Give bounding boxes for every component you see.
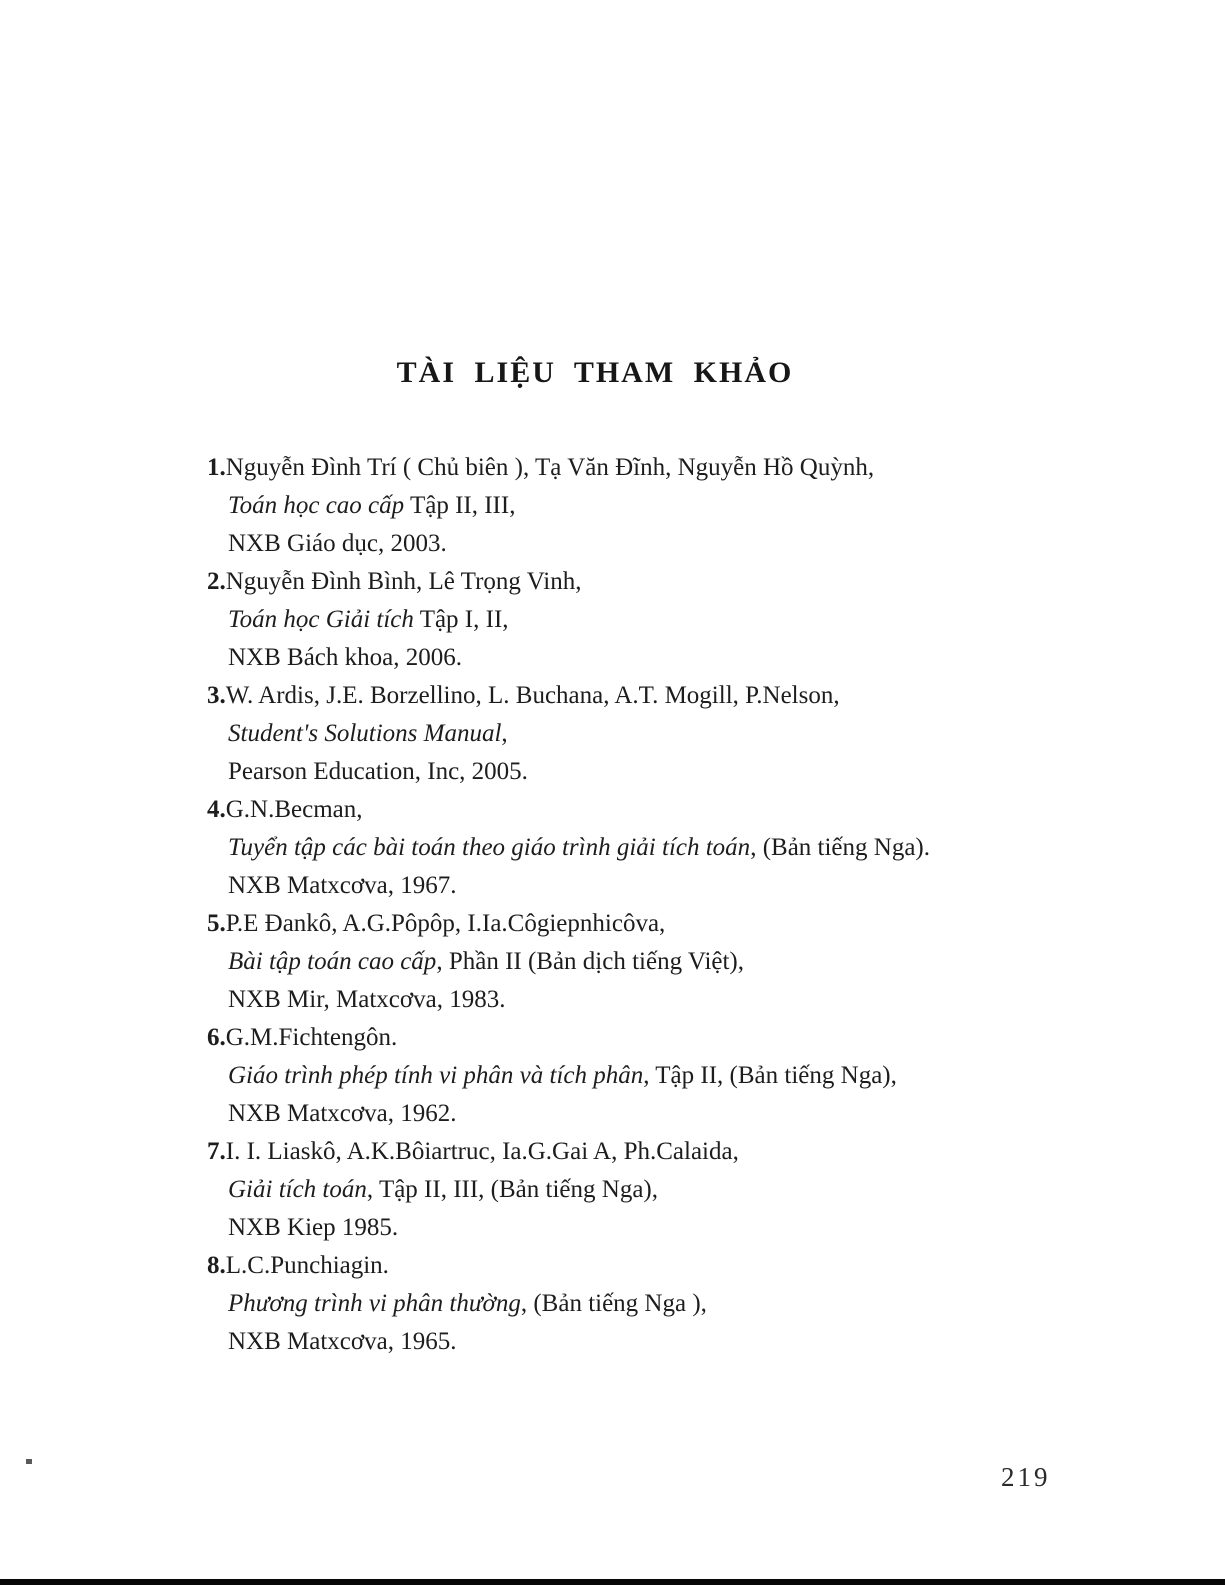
ref-publisher-line: Pearson Education, Inc, 2005. bbox=[228, 758, 528, 785]
ref-work-suffix: , Tập II, (Bản tiếng Nga), bbox=[643, 1062, 897, 1089]
ref-work-title: Toán học Giải tích bbox=[228, 606, 414, 633]
ref-authors: Nguyễn Đình Trí ( Chủ biên ), Tạ Văn Đĩnh, Nguyễn Hồ Quỳnh, bbox=[225, 454, 875, 481]
ref-work-suffix: Tập I, II, bbox=[413, 606, 509, 633]
ref-publisher-line: NXB Matxcơva, 1967. bbox=[228, 872, 457, 899]
ref-authors-line bbox=[207, 791, 1107, 829]
ref-work-line bbox=[228, 487, 1107, 525]
ref-work-title: Toán học cao cấp bbox=[228, 492, 405, 519]
ref-authors-line bbox=[207, 1133, 1107, 1171]
ref-work-suffix: , (Bản tiếng Nga). bbox=[750, 834, 930, 861]
ref-number: 4. bbox=[207, 796, 226, 823]
scan-artifact-dot bbox=[26, 1459, 32, 1464]
ref-number: 7. bbox=[207, 1138, 226, 1165]
ref-publisher-line: NXB Kiep 1985. bbox=[228, 1214, 399, 1241]
ref-work-line bbox=[228, 829, 1107, 867]
reference-item bbox=[207, 449, 1107, 563]
reference-list bbox=[207, 449, 1107, 1361]
ref-work-line bbox=[228, 943, 1107, 981]
ref-publisher-line: NXB Matxcơva, 1962. bbox=[228, 1100, 457, 1127]
ref-work-line bbox=[228, 601, 1107, 639]
ref-authors-line bbox=[207, 449, 1107, 487]
page-title: TÀI LIỆU THAM KHẢO bbox=[396, 356, 794, 389]
ref-authors: W. Ardis, J.E. Borzellino, L. Buchana, A.T. Mogill, P.Nelson, bbox=[225, 682, 840, 709]
ref-work-line bbox=[228, 1057, 1107, 1095]
ref-authors-line bbox=[207, 905, 1107, 943]
ref-work-line bbox=[228, 1171, 1107, 1209]
ref-work-title: Tuyển tập các bài toán theo giáo trình giải tích toán bbox=[228, 834, 751, 861]
ref-publisher-line: NXB Bách khoa, 2006. bbox=[228, 644, 462, 671]
ref-publisher-line: NXB Giáo dục, 2003. bbox=[228, 530, 447, 557]
ref-authors-line bbox=[207, 677, 1107, 715]
ref-number: 5. bbox=[207, 910, 226, 937]
ref-number: 1. bbox=[207, 454, 226, 481]
page-number: 219 bbox=[1001, 1462, 1051, 1492]
ref-number: 6. bbox=[207, 1024, 226, 1051]
ref-authors: P.E Đankô, A.G.Pôpôp, I.Ia.Côgiepnhicôva, bbox=[225, 910, 666, 937]
ref-work-suffix: , (Bản tiếng Nga ), bbox=[520, 1290, 707, 1317]
ref-authors: G.M.Fichtengôn. bbox=[225, 1024, 398, 1051]
ref-work-line bbox=[228, 1285, 1107, 1323]
ref-work-suffix: Tập II, III, bbox=[404, 492, 516, 519]
ref-work-title: Bài tập toán cao cấp bbox=[228, 948, 437, 975]
ref-work-suffix: , bbox=[501, 720, 508, 747]
ref-work-title: Student's Solutions Manual bbox=[228, 720, 502, 747]
ref-authors: L.C.Punchiagin. bbox=[225, 1252, 389, 1279]
ref-number: 2. bbox=[207, 568, 226, 595]
ref-publisher-line: NXB Mir, Matxcơva, 1983. bbox=[228, 986, 506, 1013]
ref-number: 3. bbox=[207, 682, 226, 709]
ref-work-line bbox=[228, 715, 1107, 753]
ref-authors: G.N.Becman, bbox=[225, 796, 363, 823]
ref-authors-line bbox=[207, 1019, 1107, 1057]
reference-item bbox=[207, 677, 1107, 791]
ref-authors-line bbox=[207, 1247, 1107, 1285]
ref-number: 8. bbox=[207, 1252, 226, 1279]
reference-item bbox=[207, 905, 1107, 1019]
scan-edge-bar bbox=[0, 1579, 1225, 1585]
reference-item bbox=[207, 791, 1107, 905]
ref-authors-line bbox=[207, 563, 1107, 601]
reference-item bbox=[207, 1133, 1107, 1247]
ref-authors: Nguyễn Đình Bình, Lê Trọng Vinh, bbox=[225, 568, 582, 595]
ref-authors: I. I. Liaskô, A.K.Bôiartruc, Ia.G.Gai A, Ph.Calaida, bbox=[225, 1138, 739, 1165]
ref-work-title: Giáo trình phép tính vi phân và tích phân bbox=[228, 1062, 644, 1089]
ref-work-title: Giải tích toán bbox=[228, 1176, 367, 1203]
reference-item bbox=[207, 1247, 1107, 1361]
ref-work-suffix: , Tập II, III, (Bản tiếng Nga), bbox=[366, 1176, 658, 1203]
reference-item bbox=[207, 1019, 1107, 1133]
ref-publisher-line: NXB Matxcơva, 1965. bbox=[228, 1328, 457, 1355]
ref-work-suffix: , Phần II (Bản dịch tiếng Việt), bbox=[436, 948, 745, 975]
ref-work-title: Phương trình vi phân thường bbox=[228, 1290, 521, 1317]
reference-item bbox=[207, 563, 1107, 677]
